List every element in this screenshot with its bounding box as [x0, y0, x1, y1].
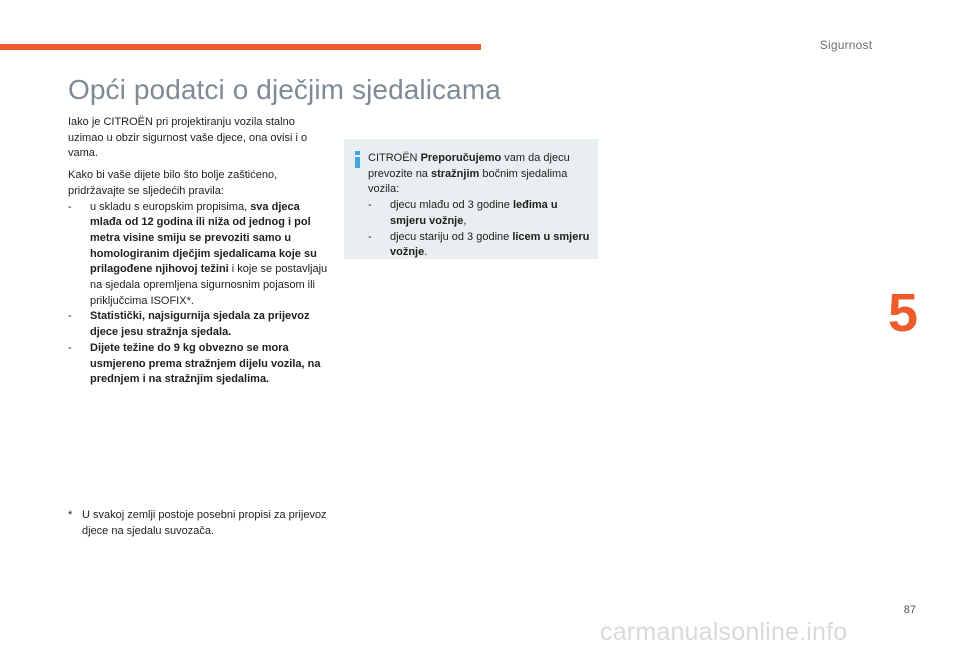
rule-bold-text: Statistički, najsigurnija sjedala za prijevoz djece jesu stražnja sjedala.: [90, 310, 310, 339]
footnote-text: U svakoj zemlji postoje posebni propisi za prijevoz djece na sjedalu suvozača.: [82, 509, 327, 537]
page-number: 87: [903, 604, 916, 616]
rule-bold-text: Dijete težine do 9 kg obvezno se mora usmjereno prema stražnjem dijelu vozila, na prednjem i na stražnjim sjedalima.: [90, 341, 321, 386]
rules-list: [68, 200, 330, 388]
note-text-mid: vam da djecu prevozite na: [368, 152, 570, 180]
list-dash: -: [68, 310, 72, 323]
rule-text-end: i koje se postavljaju na sjedala opremljena sigurnosnim pojasom ili priključcima ISOFIX*.: [90, 263, 328, 307]
note-text-end: bočnim sjedalima vozila:: [368, 167, 568, 196]
list-dash: -: [368, 199, 372, 212]
note-bold: stražnjim: [430, 167, 480, 180]
note-bold: Preporučujemo: [420, 152, 502, 164]
page-title: Opći podatci o dječjim sjedalicama: [68, 74, 501, 105]
list-dash: -: [68, 341, 72, 354]
note-brand: CITROËN: [368, 152, 421, 164]
note-item: [368, 230, 590, 261]
rules-intro: Kako bi vaše dijete bilo što bolje zaštićeno, pridržavajte se sljedećih pravila:: [68, 169, 278, 197]
rule-item: [68, 309, 330, 340]
rule-text: u skladu s europskim propisima,: [90, 200, 251, 213]
intro-paragraph: Iako je CITROËN pri projektiranju vozila stalno uzimao u obzir sigurnost vaše djece, ona ovisi i o vama.: [68, 116, 308, 160]
note-item-punct: ,: [463, 214, 467, 227]
note-item-punct: .: [424, 246, 428, 259]
rule-bold-text: sva djeca mlađa od 12 godina ili niža od jednog i pol metra visine smiju se prevoziti samo u homologiranim dječjim sjedalicama koje su prilagođene njihovoj težini: [90, 200, 317, 276]
rule-item: [68, 341, 330, 388]
rule-item: [68, 200, 330, 310]
note-item-bold: licem u smjeru vožnje: [390, 230, 590, 259]
note-item-bold: leđima u smjeru vožnje: [390, 199, 558, 227]
list-dash: -: [68, 200, 72, 213]
header-accent-bar: [0, 44, 481, 50]
chapter-number: 5: [888, 283, 919, 343]
watermark: carmanualsonline.info: [600, 618, 848, 646]
list-dash: -: [368, 230, 372, 243]
note-text: [368, 151, 590, 261]
note-list: [368, 198, 590, 261]
note-item-text: djecu mlađu od 3 godine: [390, 199, 513, 212]
note-item: [368, 198, 590, 229]
note-item-text: djecu stariju od 3 godine: [390, 230, 513, 243]
footnote-marker: *: [68, 509, 73, 521]
info-icon: [354, 151, 361, 168]
note-paragraph: [368, 151, 590, 198]
footnote: [68, 508, 330, 539]
main-text-column: [68, 115, 330, 388]
section-label: Sigurnost: [819, 38, 873, 52]
recommendation-note-box: [344, 139, 598, 259]
